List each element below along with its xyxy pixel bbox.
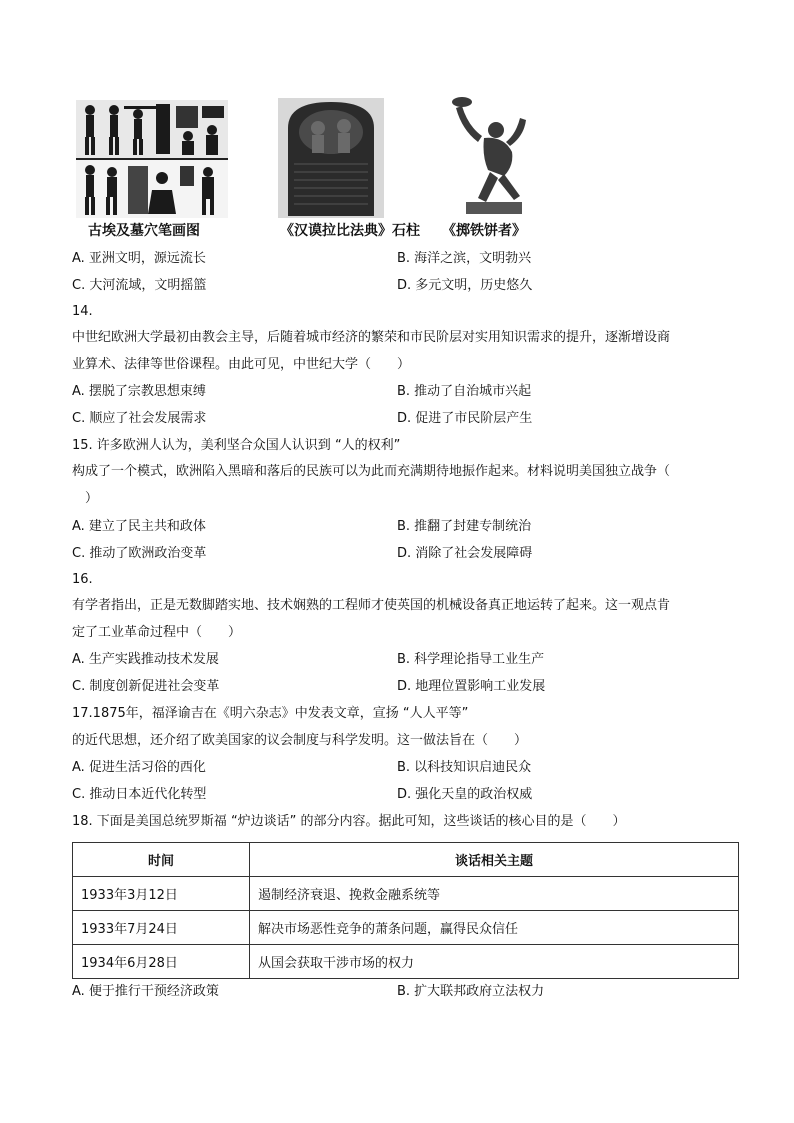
q16-option-c[interactable]: C. 制度创新促进社会变革: [72, 679, 220, 694]
table-row: [73, 945, 739, 979]
table-cell-date: 1933年3月12日: [73, 877, 250, 911]
q14-option-c[interactable]: C. 顺应了社会发展需求: [72, 411, 207, 426]
q14-option-d[interactable]: D. 促进了市民阶层产生: [397, 411, 533, 426]
egyptian-tomb-painting-image: [76, 100, 228, 218]
q17-option-a[interactable]: A. 促进生活习俗的西化: [72, 760, 206, 775]
table-row: [73, 877, 739, 911]
table-cell-date: 1933年7月24日: [73, 911, 250, 945]
caption-egyptian-painting: 古埃及墓穴笔画图: [88, 223, 200, 239]
q15-option-d[interactable]: D. 消除了社会发展障碍: [397, 546, 533, 561]
q14-stem-line-1: 中世纪欧洲大学最初由教会主导，后随着城市经济的繁荣和市民阶层对实用知识需求的提升，逐渐增设商: [72, 330, 671, 345]
q13-option-a[interactable]: A. 亚洲文明，源远流长: [72, 251, 206, 266]
q13-option-d[interactable]: D. 多元文明，历史悠久: [397, 278, 533, 293]
q15-option-a[interactable]: A. 建立了民主共和政体: [72, 519, 206, 534]
q14-option-a[interactable]: A. 摆脱了宗教思想束缚: [72, 384, 206, 399]
table-cell-date: 1934年6月28日: [73, 945, 250, 979]
q14-number: 14.: [72, 304, 93, 319]
q16-option-d[interactable]: D. 地理位置影响工业发展: [397, 679, 546, 694]
q15-stem-line-3: ）: [72, 491, 99, 506]
q16-option-a[interactable]: A. 生产实践推动技术发展: [72, 652, 219, 667]
table-header-time: 时间: [73, 843, 250, 877]
image-row: [70, 96, 550, 246]
q14-option-b[interactable]: B. 推动了自治城市兴起: [397, 384, 532, 399]
table-header-topic: 谈话相关主题: [250, 843, 739, 877]
table-cell-topic: 解决市场恶性竞争的萧条问题，赢得民众信任: [250, 911, 739, 945]
table-cell-topic: 从国会获取干涉市场的权力: [250, 945, 739, 979]
q16-stem-line-1: 有学者指出，正是无数脚踏实地、技术娴熟的工程师才使英国的机械设备真正地运转了起来。这一观点肯: [72, 598, 671, 613]
table-cell-topic: 遏制经济衰退、挽救金融系统等: [250, 877, 739, 911]
q15-option-c[interactable]: C. 推动了欧洲政治变革: [72, 546, 207, 561]
q16-number: 16.: [72, 572, 93, 587]
q17-option-d[interactable]: D. 强化天皇的政治权威: [397, 787, 533, 802]
q13-option-c[interactable]: C. 大河流域，文明摇篮: [72, 278, 207, 293]
caption-hammurabi-stele: 《汉谟拉比法典》石柱: [280, 223, 420, 239]
table-row: [73, 911, 739, 945]
discobolus-statue-image: [448, 96, 530, 218]
q14-stem-line-2: 业算术、法律等世俗课程。由此可见，中世纪大学（ ）: [72, 357, 411, 372]
q16-stem-line-2: 定了工业革命过程中（ ）: [72, 625, 242, 640]
q18-option-a[interactable]: A. 便于推行干预经济政策: [72, 984, 219, 999]
fireside-chat-table: [72, 842, 739, 979]
q18-option-b[interactable]: B. 扩大联邦政府立法权力: [397, 984, 545, 999]
table-header-row: [73, 843, 739, 877]
hammurabi-stele-image: [278, 98, 384, 218]
q15-option-b[interactable]: B. 推翻了封建专制统治: [397, 519, 532, 534]
q17-option-c[interactable]: C. 推动日本近代化转型: [72, 787, 207, 802]
q16-option-b[interactable]: B. 科学理论指导工业生产: [397, 652, 545, 667]
q17-stem-line-2: 的近代思想，还介绍了欧美国家的议会制度与科学发明。这一做法旨在（ ）: [72, 733, 528, 748]
q17-option-b[interactable]: B. 以科技知识启迪民众: [397, 760, 532, 775]
q17-stem-line-1: 17.1875年，福泽谕吉在《明六杂志》中发表文章，宣扬 “人人平等”: [72, 706, 469, 721]
q13-option-b[interactable]: B. 海洋之滨，文明勃兴: [397, 251, 532, 266]
q15-stem-line-2: 构成了一个模式，欧洲陷入黑暗和落后的民族可以为此而充满期待地振作起来。材料说明美国独立战争（: [72, 464, 671, 479]
q15-stem-line-1: 15. 许多欧洲人认为，美利坚合众国人认识到 “人的权利”: [72, 438, 401, 453]
q18-stem: 18. 下面是美国总统罗斯福 “炉边谈话” 的部分内容。据此可知，这些谈话的核心目的是（ ）: [72, 814, 626, 829]
caption-discobolus: 《掷铁饼者》: [442, 223, 526, 239]
